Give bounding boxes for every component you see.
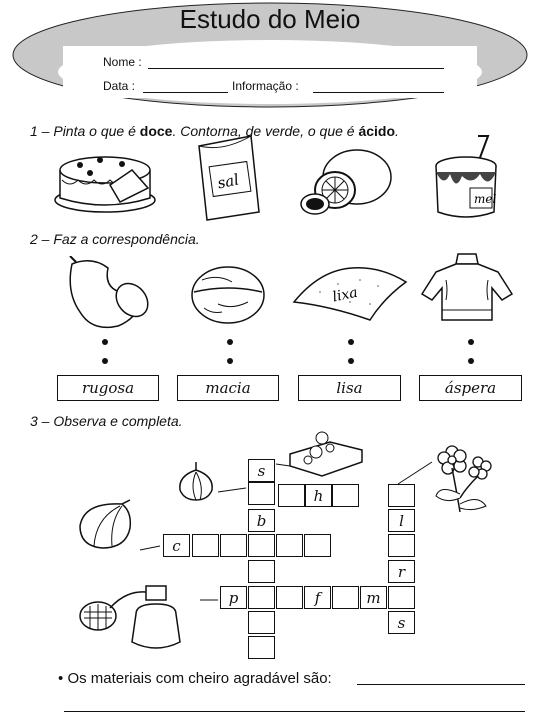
match-dot-bottom-3[interactable] (348, 358, 354, 364)
question-2 (30, 231, 200, 247)
date-label: Data : (103, 79, 136, 93)
question-1-word-doce: doce (139, 123, 173, 139)
question-1-text-c: . (395, 123, 399, 139)
crossword-cell[interactable] (388, 484, 415, 507)
crossword-cell[interactable]: m (360, 586, 387, 609)
word-box-macia: macia (177, 375, 279, 401)
page-title: Estudo do Meio (179, 4, 361, 34)
crossword-cell[interactable] (192, 534, 219, 557)
crossword-cell[interactable] (248, 636, 275, 659)
crossword-cell[interactable]: b (248, 509, 275, 532)
info-label: Informação : (232, 79, 299, 93)
walnut-icon[interactable] (188, 262, 268, 328)
crossword-cell[interactable] (248, 586, 275, 609)
match-dot-bottom-4[interactable] (468, 358, 474, 364)
crossword-cell[interactable]: p (220, 586, 247, 609)
sandpaper-icon[interactable] (290, 262, 410, 324)
question-3-text: Observa e completa. (53, 413, 183, 429)
question-1-text-b: . Contorna, de verde, o que é (172, 123, 355, 139)
salt-label: sal (215, 170, 241, 193)
crossword-cell[interactable]: l (388, 509, 415, 532)
crossword-cell[interactable] (248, 534, 275, 557)
answer-line-2[interactable] (64, 711, 525, 712)
sweater-icon[interactable] (418, 250, 516, 328)
date-field[interactable] (143, 92, 228, 93)
question-1-text-a: Pinta o que é (53, 123, 136, 139)
crossword-cell[interactable] (248, 611, 275, 634)
question-1-word-acido: ácido (358, 123, 396, 139)
word-box-rugosa: rugosa (57, 375, 159, 401)
honey-label: mel (474, 192, 497, 206)
word-box-aspera: áspera (419, 375, 522, 401)
crossword-cell[interactable] (388, 586, 415, 609)
match-dot-bottom-1[interactable] (102, 358, 108, 364)
match-dot-bottom-2[interactable] (227, 358, 233, 364)
sandpaper-label: lixa (331, 284, 360, 306)
footer-text: Os materiais com cheiro agradável são: (67, 670, 332, 687)
answer-line-1[interactable] (357, 684, 525, 685)
chestnut-icon[interactable] (62, 256, 154, 332)
crossword-cell[interactable] (388, 534, 415, 557)
word-box-lisa: lisa (298, 375, 401, 401)
match-dot-top-1[interactable] (102, 339, 108, 345)
lemon-icon[interactable] (295, 142, 395, 222)
crossword-cell[interactable]: r (388, 560, 415, 583)
crossword-cell[interactable]: f (304, 586, 331, 609)
crossword-cell[interactable]: s (388, 611, 415, 634)
crossword-cell[interactable] (248, 560, 275, 583)
bullet: • (58, 670, 64, 687)
crossword-cell[interactable]: c (163, 534, 190, 557)
crossword-cell[interactable] (332, 586, 359, 609)
crossword-cell[interactable] (304, 534, 331, 557)
question-3-number: 3 – (30, 413, 50, 429)
crossword-cell[interactable] (278, 484, 305, 507)
question-1-number: 1 – (30, 123, 50, 139)
match-dot-top-4[interactable] (468, 339, 474, 345)
question-2-number: 2 – (30, 231, 50, 247)
match-dot-top-2[interactable] (227, 339, 233, 345)
honey-jar-icon[interactable] (430, 132, 505, 224)
crossword-cell[interactable]: h (305, 484, 332, 507)
info-field[interactable] (313, 92, 444, 93)
name-label: Nome : (103, 55, 142, 69)
salt-bag-icon[interactable] (193, 132, 265, 224)
crossword-cell[interactable] (220, 534, 247, 557)
question-2-text: Faz a correspondência. (53, 231, 200, 247)
crossword-cell[interactable]: s (248, 459, 275, 482)
cake-icon[interactable] (50, 140, 162, 220)
crossword-cell[interactable] (248, 482, 275, 505)
footer-sentence (58, 670, 332, 687)
crossword-cell[interactable] (276, 534, 303, 557)
crossword-cell[interactable] (332, 484, 359, 507)
match-dot-top-3[interactable] (348, 339, 354, 345)
name-field[interactable] (148, 68, 444, 69)
crossword-cell[interactable] (276, 586, 303, 609)
